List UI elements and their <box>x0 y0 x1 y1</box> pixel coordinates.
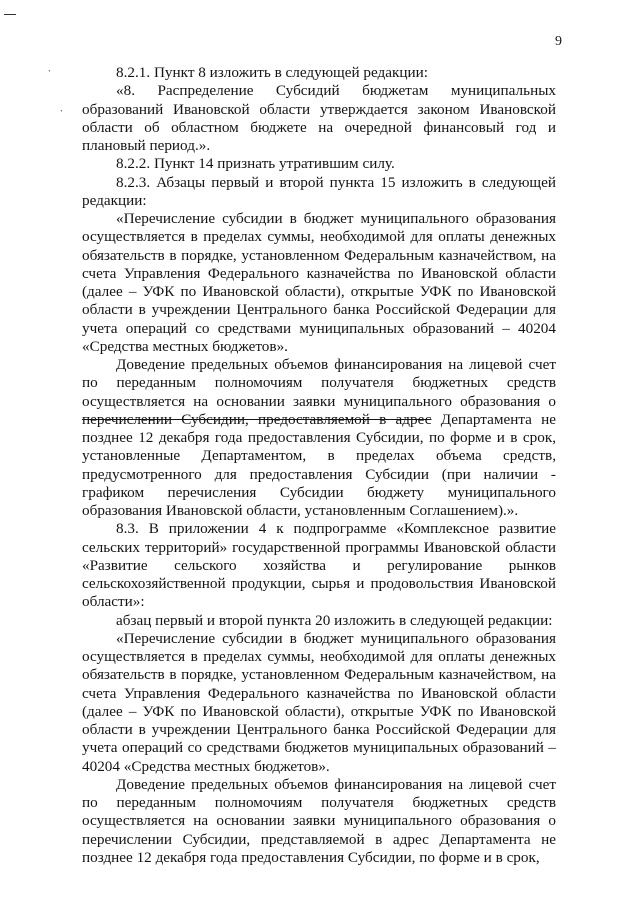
paragraph-8-2-1: 8.2.1. Пункт 8 изложить в следующей редакции: <box>116 64 429 81</box>
paragraph-8-2-3: 8.2.3. Абзацы первый и второй пункта 15 изложить в следующей редакции: <box>82 173 556 209</box>
paragraph-point-8-text: «8. Распределение Субсидий бюджетам муниципальных образований Ивановской области утверждается законом Ивановской области об областном бюджете на очередной финансовый год и плановый период.». <box>82 82 556 154</box>
text-segment: Доведение предельных объемов финансирования на лицевой счет по переданным полномочиям получателя бюджетных средств осуществляется на основании заявки муниципального образования о <box>82 356 556 410</box>
page-number: 9 <box>555 34 562 49</box>
document-body <box>82 64 556 867</box>
paragraph-funding-limits <box>82 356 556 520</box>
struck-text: перечислении Субсидии, предоставляемой в адрес <box>82 410 432 428</box>
scan-mark-dash <box>4 14 16 15</box>
scan-mark-tick: · <box>57 105 66 118</box>
paragraph-point-20-intro: абзац первый и второй пункта 20 изложить в следующей редакции: <box>116 611 553 629</box>
paragraph-funding-limits-2: Доведение предельных объемов финансирования на лицевой счет по переданным полномочиям получателя бюджетных средств осуществляется на основании заявки муниципального образования о перечислении Субсидии, представляемой в адрес Департамента не позднее 12 декабря года предоставления Субсидии, по форме и в срок, <box>82 775 556 866</box>
paragraph-subsidy-transfer: «Перечисление субсидии в бюджет муниципального образования осуществляется в пределах суммы, необходимой для оплаты денежных обязательств в порядке, установленном Федеральным казначейством, на счета Управления Федерального казначейства по Ивановской области (далее – УФК по Ивановской области), открытые УФК по Ивановской области в учреждении Центрального банка Российской Федерации для учета операций со средствами муниципальных образований – 40204 «Средства местных бюджетов». <box>82 210 556 355</box>
scan-mark-tick: · <box>45 65 54 78</box>
paragraph-8-3: 8.3. В приложении 4 к подпрограмме «Комплексное развитие сельских территорий» государственной программы Ивановской области «Развитие сельского хозяйства и регулирование рынков сельскохозяйственной продукции, сырья и продовольствия Ивановской области»: <box>82 520 556 611</box>
paragraph-subsidy-transfer-2: «Перечисление субсидии в бюджет муниципального образования осуществляется в пределах суммы, необходимой для оплаты денежных обязательств в порядке, установленном Федеральным казначейством, на счета Управления Федерального казначейства по Ивановской области (далее – УФК по Ивановской области), открытые УФК по Ивановской области в учреждении Центрального банка Российской Федерации для учета операций со средствами бюджетов муниципальных образований – 40204 «Средства местных бюджетов». <box>82 629 556 775</box>
text-segment: Департамента не позднее 12 декабря года предоставления Субсидии, по форме и в срок, установленные Департаментом, в пределах объема средств, предусмотренного для предоставления Субсидии (при наличии - графиком перечисления Субсидии бюджету муниципального образования Ивановской области, установленным Соглашением).». <box>82 410 556 519</box>
paragraph-8-2-2: 8.2.2. Пункт 14 признать утратившим силу. <box>116 155 395 173</box>
